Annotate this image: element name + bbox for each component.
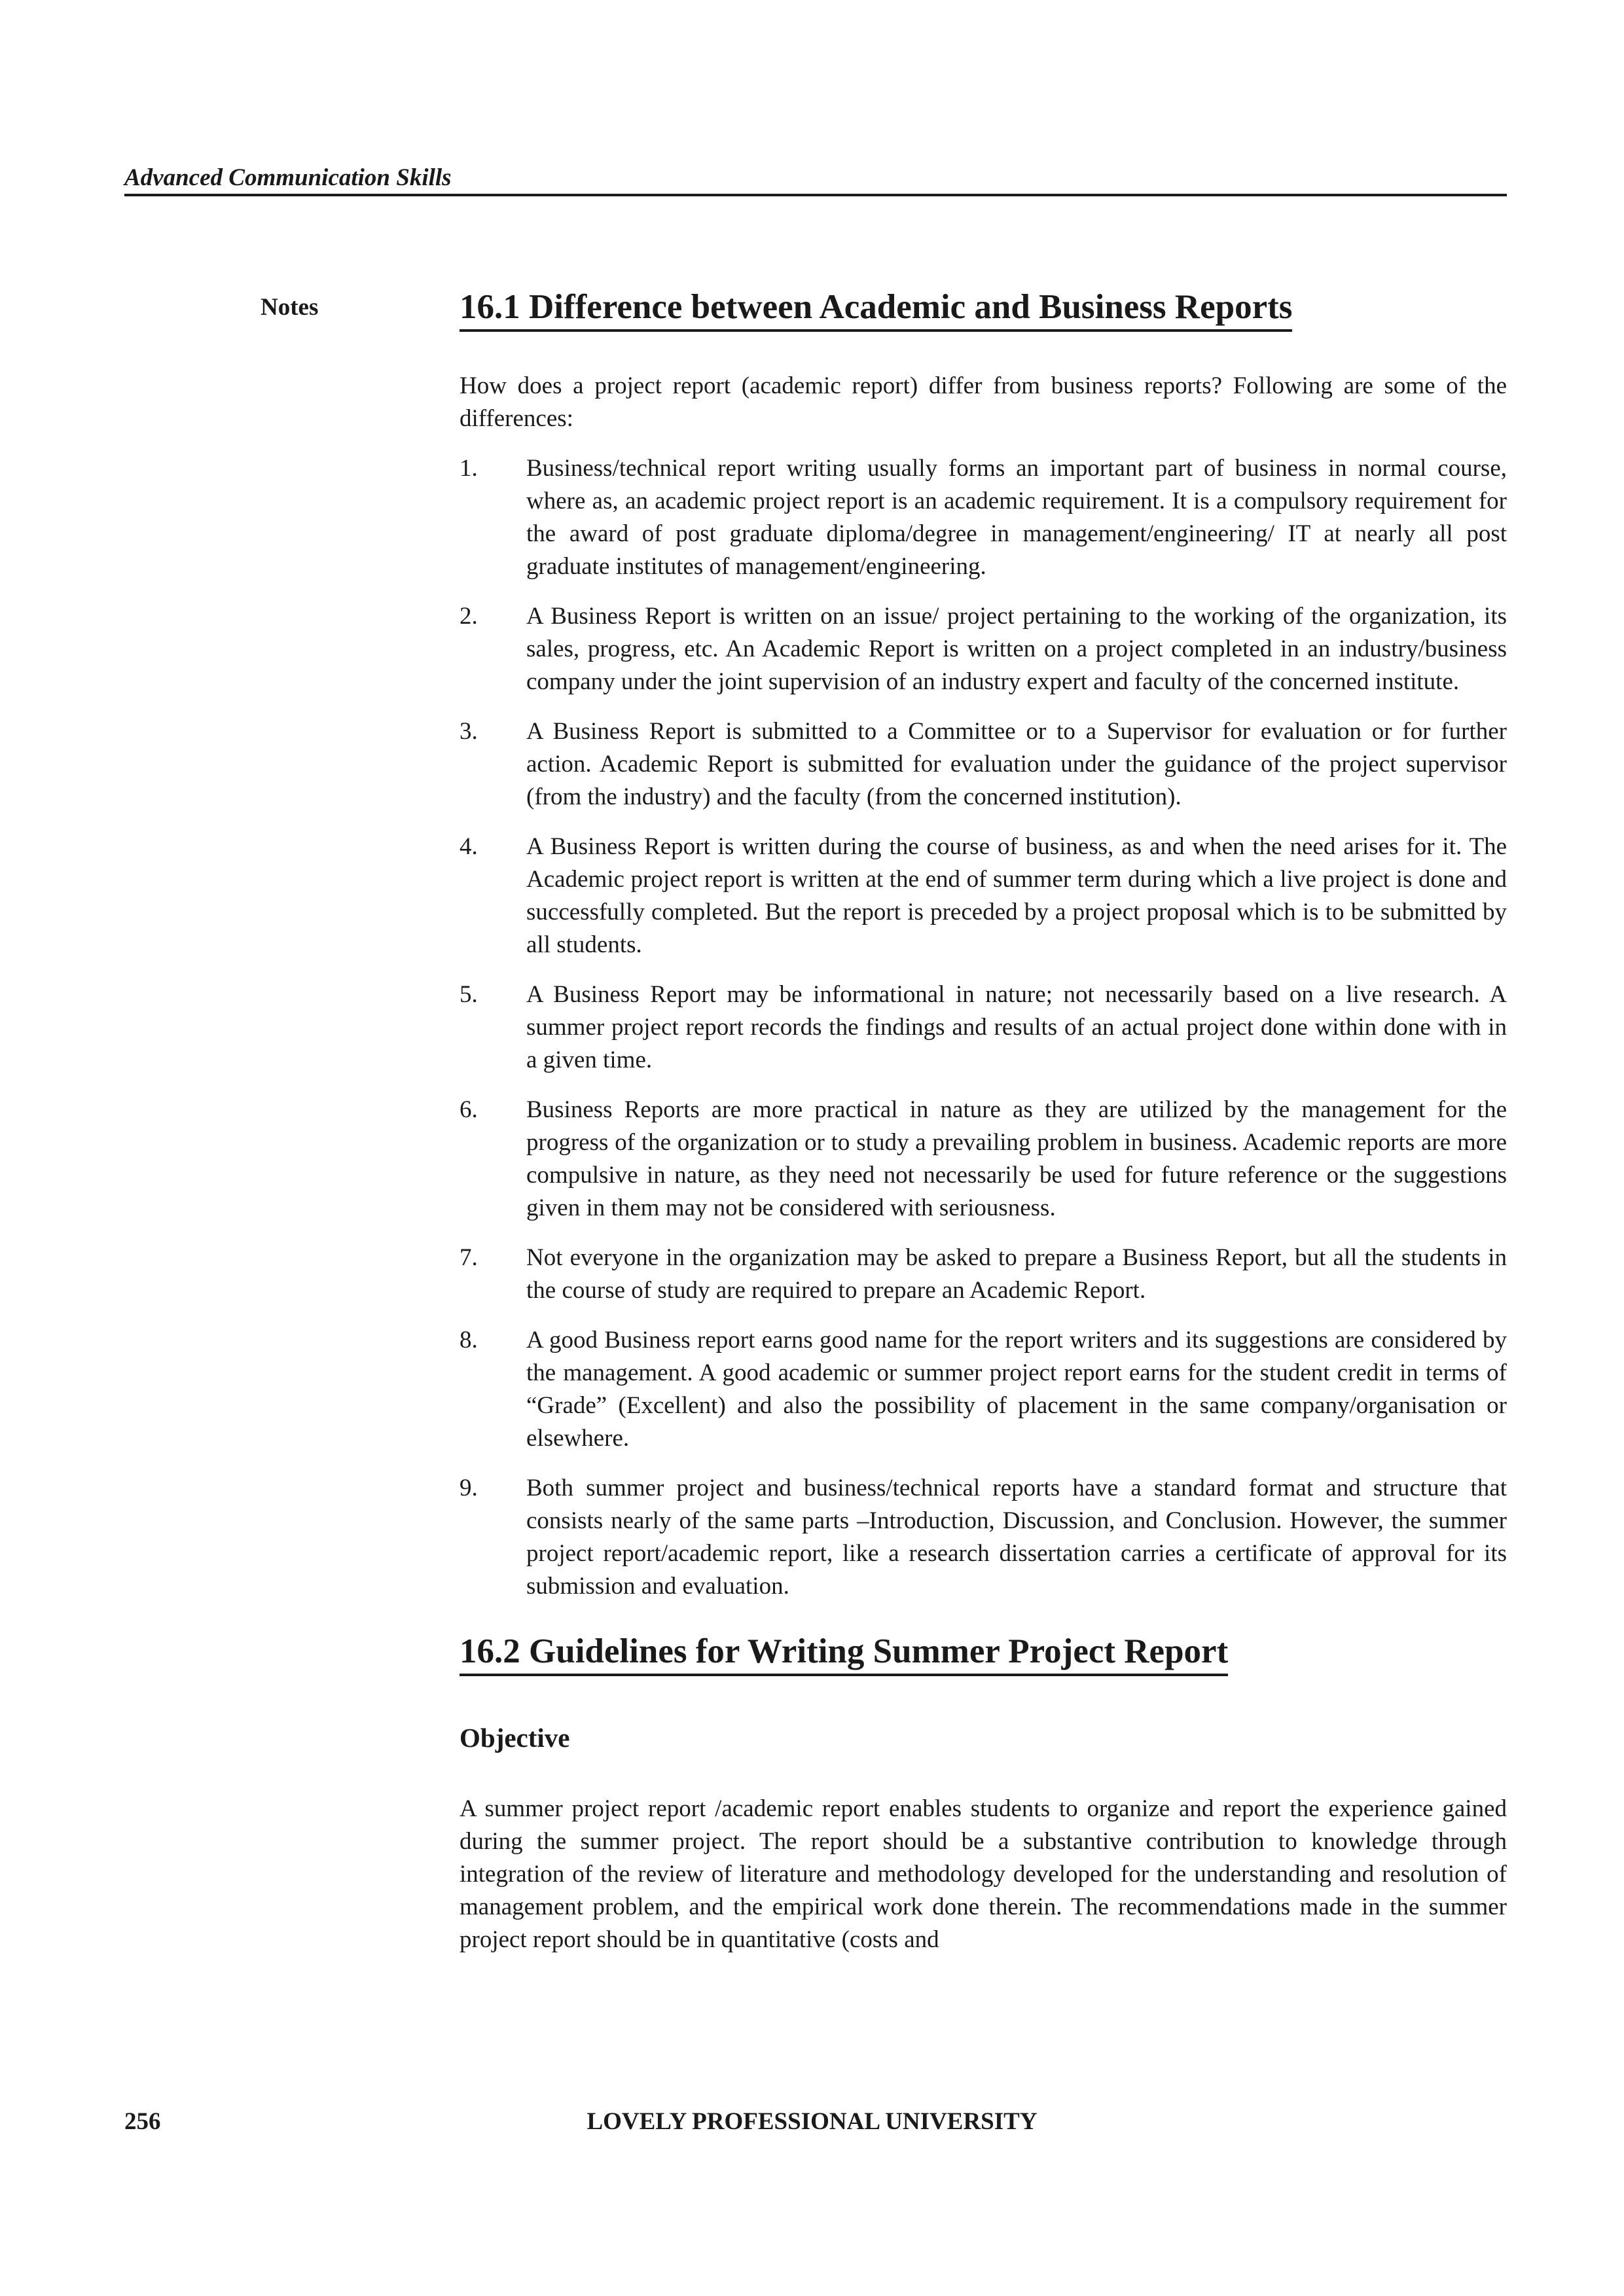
- main-content: [460, 286, 1507, 1956]
- list-item: [460, 831, 1507, 961]
- list-item-text: A good Business report earns good name for the report writers and its suggestions are considered by the management. A good academic or summer project report earns for the student credit in terms of “Grade” (Excellent) and also the possibility of placement in the same company/organisation or elsewhere.: [526, 1327, 1507, 1452]
- section-16-2-heading: 16.2 Guidelines for Writing Summer Project Report: [460, 1630, 1228, 1676]
- list-item-number: 2.: [460, 603, 478, 630]
- list-item-text: A Business Report is submitted to a Committee or to a Supervisor for evaluation or for further action. Academic Report is submitted for evaluation under the guidance of the project supervisor (from the industry) and the faculty (from the concerned institution).: [526, 718, 1507, 810]
- list-item-number: 4.: [460, 833, 478, 860]
- list-item: [460, 978, 1507, 1077]
- differences-list: [460, 452, 1507, 1603]
- list-item-number: 3.: [460, 718, 478, 745]
- list-item-number: 6.: [460, 1096, 478, 1123]
- list-item: [460, 1094, 1507, 1225]
- list-item: [460, 600, 1507, 698]
- footer-page-number: 256: [124, 2108, 161, 2135]
- section-16-1-heading: 16.1 Difference between Academic and Business Reports: [460, 286, 1292, 332]
- list-item-text: Both summer project and business/technical reports have a standard format and structure that consists nearly of the same parts –Introduction, Discussion, and Conclusion. However, the summer project report/academic report, like a research dissertation carries a certificate of approval for its submission and evaluation.: [526, 1475, 1507, 1600]
- list-item-number: 8.: [460, 1327, 478, 1354]
- list-item: [460, 1324, 1507, 1455]
- section-16-1-intro: How does a project report (academic report) differ from business reports? Following are some of the differences:: [460, 372, 1507, 432]
- header-rule: [124, 194, 1507, 196]
- running-head-title: Advanced Communication Skills: [124, 164, 452, 191]
- list-item-number: 1.: [460, 455, 478, 482]
- footer-university-name: LOVELY PROFESSIONAL UNIVERSITY: [586, 2108, 1038, 2135]
- list-item-text: Business Reports are more practical in nature as they are utilized by the management for the progress of the organization or to study a prevailing problem in business. Academic reports are more compulsive in nature, as they need not necessarily be used for future reference or the suggestions given in them may not be considered with seriousness.: [526, 1096, 1507, 1221]
- list-item-number: 9.: [460, 1475, 478, 1501]
- list-item-text: A Business Report is written on an issue/ project pertaining to the working of the organization, its sales, progress, etc. An Academic Report is written on a project completed in an industry/business company under the joint supervision of an industry expert and faculty of the concerned institute.: [526, 603, 1507, 695]
- list-item: [460, 715, 1507, 814]
- list-item: [460, 452, 1507, 583]
- list-item-number: 5.: [460, 981, 478, 1008]
- list-item-text: A Business Report is written during the course of business, as and when the need arises for it. The Academic project report is written at the end of summer term during which a live project is done and successfully completed. But the report is preceded by a project proposal which is to be submitted by all students.: [526, 833, 1507, 958]
- list-item: [460, 1242, 1507, 1307]
- objective-paragraph: A summer project report /academic report enables students to organize and report the experience gained during the summer project. The report should be a substantive contribution to knowledge through integration of the review of literature and methodology developed for the understanding and resolution of management problem, and the empirical work done therein. The recommendations made in the summer project report should be in quantitative (costs and: [460, 1795, 1507, 1953]
- list-item-text: Business/technical report writing usually forms an important part of business in normal course, where as, an academic project report is an academic requirement. It is a compulsory requirement for the award of post graduate diploma/degree in management/engineering/ IT at nearly all post graduate institutes of management/engineering.: [526, 455, 1507, 580]
- notes-margin-label: Notes: [261, 294, 319, 321]
- objective-subheading: Objective: [460, 1723, 570, 1753]
- list-item-text: Not everyone in the organization may be asked to prepare a Business Report, but all the students in the course of study are required to prepare an Academic Report.: [526, 1244, 1507, 1304]
- list-item-number: 7.: [460, 1244, 478, 1271]
- list-item: [460, 1472, 1507, 1603]
- list-item-text: A Business Report may be informational in nature; not necessarily based on a live research. A summer project report records the findings and results of an actual project done within done with in a given time.: [526, 981, 1507, 1073]
